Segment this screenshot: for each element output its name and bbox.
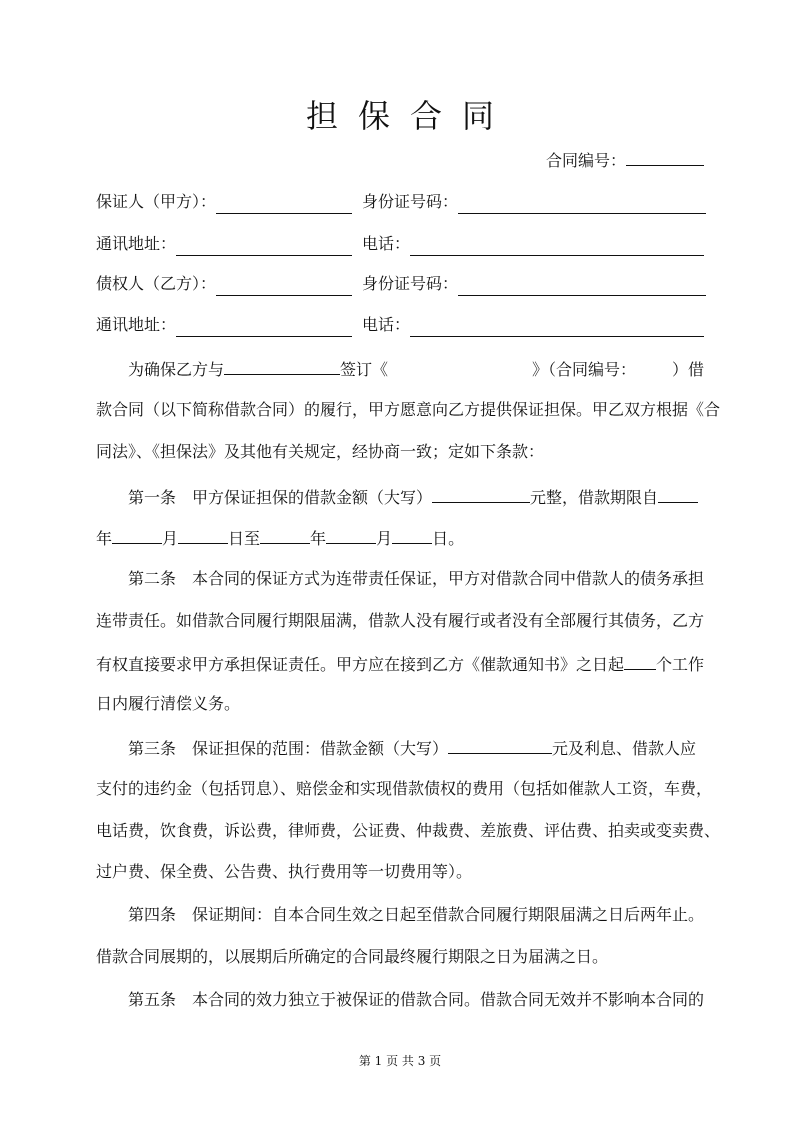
creditor-id-label: 身份证号码： — [362, 274, 459, 293]
contract-number — [0, 147, 704, 172]
guarantee-amount-blank[interactable] — [448, 735, 552, 754]
creditor-address-row — [96, 313, 706, 337]
start-day-blank[interactable] — [178, 525, 228, 544]
guarantor-address-label: 通讯地址： — [96, 234, 177, 253]
guarantor-address-blank[interactable] — [176, 237, 352, 256]
article-3-line-4: 过户费、保全费、公告费、执行费用等一切费用等）。 — [96, 862, 473, 881]
start-year-blank[interactable] — [658, 484, 698, 503]
article-3-line-1: 第三条 保证担保的范围：借款金额（大写） 元及利息、借款人应 — [96, 735, 706, 759]
loan-amount-blank[interactable] — [432, 484, 530, 503]
creditor-label: 债权人（乙方）： — [96, 274, 217, 293]
creditor-blank[interactable] — [216, 277, 352, 296]
guarantor-label: 保证人（甲方）： — [96, 192, 217, 211]
end-day-blank[interactable] — [392, 525, 432, 544]
workdays-blank[interactable] — [624, 651, 656, 670]
page-footer: 第 1 页 共 3 页 — [358, 1054, 442, 1068]
guarantor-row — [96, 190, 706, 214]
creditor-id-blank[interactable] — [458, 277, 706, 296]
article-5-line-1: 第五条 本合同的效力独立于被保证的借款合同。借款合同无效并不影响本合同的 — [128, 990, 705, 1009]
article-4-line-1: 第四条 保证期间：自本合同生效之日起至借款合同履行期限届满之日后两年止。 — [128, 905, 705, 924]
guarantor-id-blank[interactable] — [458, 195, 706, 214]
document-title: 担保合同 — [305, 97, 514, 135]
guarantor-phone-label: 电话： — [362, 234, 411, 253]
article-3-line-2: 支付的违约金（包括罚息）、赔偿金和实现借款债权的费用（包括如催款人工资，车费， — [96, 779, 713, 798]
creditor-phone-blank[interactable] — [410, 318, 704, 337]
creditor-address-blank[interactable] — [176, 318, 352, 337]
article-1-line-1: 第一条 甲方保证担保的借款金额（大写） 元整，借款期限自 — [96, 484, 706, 508]
article-3-line-3: 电话费，饮食费，诉讼费，律师费，公证费、仲裁费、差旅费、评估费、拍卖或变卖费、 — [96, 821, 721, 840]
intro-line-1: 为确保乙方与 签订《 》（合同编号： ）借 — [96, 356, 706, 380]
intro-line-3: 同法》、《担保法》及其他有关规定，经协商一致；定如下条款： — [96, 442, 545, 461]
guarantor-blank[interactable] — [216, 195, 352, 214]
end-year-blank[interactable] — [260, 525, 310, 544]
contract-number-label: 合同编号： — [545, 151, 626, 170]
borrower-blank[interactable] — [224, 356, 340, 375]
start-month-blank[interactable] — [112, 525, 162, 544]
contract-number-blank[interactable] — [626, 147, 704, 166]
article-2-line-1: 第二条 本合同的保证方式为连带责任保证，甲方对借款合同中借款人的债务承担 — [128, 569, 705, 588]
creditor-address-label: 通讯地址： — [96, 315, 177, 334]
article-1-line-2: 年 月 日至 年 月 日。 — [96, 525, 706, 549]
end-month-blank[interactable] — [326, 525, 376, 544]
article-2-line-3: 有权直接要求甲方承担保证责任。甲方应在接到乙方《催款通知书》之日起 个工作 — [96, 651, 706, 675]
article-2-line-2: 连带责任。如借款合同履行期限届满，借款人没有履行或者没有全部履行其债务，乙方 — [96, 611, 705, 630]
creditor-row — [96, 272, 706, 296]
creditor-phone-label: 电话： — [362, 315, 411, 334]
guarantor-id-label: 身份证号码： — [362, 192, 459, 211]
guarantor-address-row — [96, 232, 706, 256]
guarantor-phone-blank[interactable] — [410, 237, 704, 256]
intro-line-2: 款合同（以下简称借款合同）的履行，甲方愿意向乙方提供保证担保。甲乙双方根据《合 — [96, 400, 721, 419]
article-2-line-4: 日内履行清偿义务。 — [96, 694, 241, 713]
article-4-line-2: 借款合同展期的，以展期后所确定的合同最终履行期限之日为届满之日。 — [96, 947, 609, 966]
